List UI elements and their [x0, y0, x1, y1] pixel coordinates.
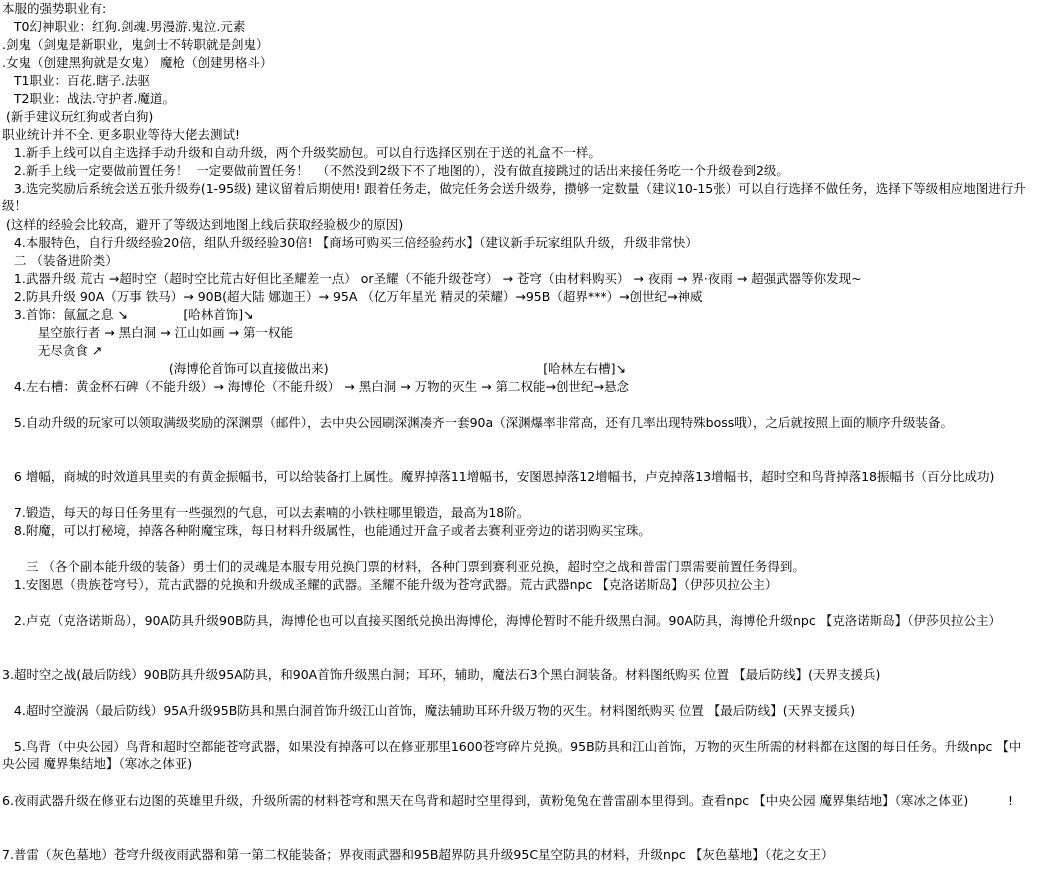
text-line: .剑鬼（剑鬼是新职业，鬼剑士不转职就是剑鬼） — [2, 37, 269, 52]
text-line: T1职业：百花.瞎子.法驱 — [2, 73, 150, 88]
text-line: 6.夜雨武器升级在修亚右边图的英雄里升级，升级所需的材料苍穹和黑天在鸟背和超时空里得到，黄粉兔兔在普雷副本里得到。查看npc 【中央公园 魔界集结地】（寒冰之体亚) ! — [2, 793, 1013, 808]
text-line: 1.新手上线可以自主选择手动升级和自动升级，两个升级奖励包。可以自行选择区别在于送的礼盒不一样。 — [2, 145, 601, 160]
intro-heading: 本服的强势职业有: — [2, 1, 107, 16]
section-heading: 三 （各个副本能升级的装备）勇士们的灵魂是本服专用兑换门票的材料，各种门票到赛利亚兑换，超时空之战和普雷门票需要前置任务得到。 — [2, 559, 805, 574]
text-line: 1.安图恩（贵族苍穹号），荒古武器的兑换和升级成圣耀的武器。圣耀不能升级为苍穹武器。荒古武器npc 【克洛诺斯岛】（伊莎贝拉公主） — [2, 577, 778, 592]
text-line: (这样的经验会比较高，避开了等级达到地图上线后获取经验极少的原因) — [2, 217, 404, 232]
text-line: 3.首饰：氤氲之息 ↘ [哈林首饰]↘ — [2, 307, 254, 322]
section-heading: 二 （装备进阶类） — [2, 253, 118, 268]
text-line: 无尽贪食 ↗ — [2, 343, 103, 358]
text-line: 4.本服特色，自行升级经验20倍，组队升级经验30倍! 【商场可购买三倍经验药水】（建议新手玩家组队升级，升级非常快） — [2, 235, 698, 250]
text-line: 6 增幅，商城的时效道具里卖的有黄金振幅书，可以给装备打上属性。魔界掉落11增幅书，安图恩掉落12增幅书，卢克掉落13增幅书，超时空和鸟背掉落18振幅书（百分比成功) — [2, 469, 995, 484]
text-line: 4.左右槽：黄金杯石碑（不能升级）→ 海博伦（不能升级） → 黑白洞 → 万物的灭生 → 第二权能→创世纪→悬念 — [2, 379, 630, 394]
text-line: 7.普雷（灰色墓地）苍穹升级夜雨武器和第一第二权能装备；界夜雨武器和95B超界防具升级95C星空防具的材料，升级npc 【灰色墓地】（花之女王） — [2, 847, 834, 862]
text-line: 职业统计并不全. 更多职业等待大佬去测试! — [2, 127, 240, 142]
text-line: 8.附魔，可以打秘境，掉落各种附魔宝珠，每日材料升级属性，也能通过开盒子或者去赛利亚旁边的诺羽购买宝珠。 — [2, 523, 651, 538]
text-line: 1.武器升级 荒古 →超时空（超时空比荒古好但比圣耀差一点） or圣耀（不能升级苍穹） → 苍穹（由材料购买） → 夜雨 → 界·夜雨 → 超强武器等你发现~ — [2, 271, 862, 286]
text-line: 4.超时空漩涡（最后防线）95A升级95B防具和黑白洞首饰升级江山首饰，魔法辅助耳环升级万物的灭生。材料图纸购买 位置 【最后防线】(天界支援兵) — [2, 703, 855, 718]
text-line: 7.锻造，每天的每日任务里有一些强烈的气息，可以去素喃的小铁柱哪里锻造，最高为18阶。 — [2, 505, 530, 520]
text-line: 2.新手上线一定要做前置任务！ 一定要做前置任务！ （不然没到2级下不了地图的），没有做直接跳过的话出来接任务吃一个升级卷到2级。 — [2, 163, 789, 178]
text-line: T0幻神职业：红狗.剑魂.男漫游.鬼泣.元素 — [2, 19, 246, 34]
text-line: T2职业：战法.守护者.魔道。 — [2, 91, 175, 106]
text-line: (新手建议玩红狗或者白狗) — [2, 109, 154, 124]
text-line: 5.自动升级的玩家可以领取满级奖励的深渊票（邮件），去中央公园刷深渊凑齐一套90a（深渊爆率非常高，还有几率出现特殊boss哦），之后就按照上面的顺序升级装备。 — [2, 415, 954, 430]
text-line: .女鬼（创建黑狗就是女鬼） 魔枪（创建男格斗） — [2, 55, 273, 70]
text-line: 5.鸟背（中央公园）鸟背和超时空都能苍穹武器，如果没有掉落可以在修亚那里1600苍穹碎片兑换。95B防具和江山首饰，万物的灭生所需的材料都在这图的每日任务。升级npc 【中央公园 魔界集结地】（寒冰之体亚) — [2, 739, 1022, 771]
text-line: 星空旅行者 → 黑白洞 → 江山如画 → 第一权能 — [2, 325, 294, 340]
text-line: 3.选完奖励后系统会送五张升级券(1-95级) 建议留着后期使用! 跟着任务走，做完任务会送升级券，攒够一定数量（建议10-15张）可以自行选择不做任务，选择下等级相应地图进行升级！ — [2, 181, 1026, 213]
text-line: 2.防具升级 90A（万事 铁马）→ 90B(超大陆 娜迦王）→ 95A （亿万年星光 精灵的荣耀）→95B（超界***）→创世纪→神威 — [2, 289, 703, 304]
text-line: (海博伦首饰可以直接做出来) [哈林左右槽]↘ — [2, 361, 626, 376]
text-line: 3.超时空之战(最后防线）90B防具升级95A防具，和90A首饰升级黑白洞；耳环，辅助，魔法石3个黑白洞装备。材料图纸购买 位置 【最后防线】(天界支援兵) — [2, 667, 881, 682]
text-line: 2.卢克（克洛诺斯岛），90A防具升级90B防具，海博伦也可以直接买图纸兑换出海博伦，海博伦暂时不能升级黑白洞。90A防具，海博伦升级npc 【克洛诺斯岛】（伊莎贝拉公主） — [2, 613, 1001, 628]
